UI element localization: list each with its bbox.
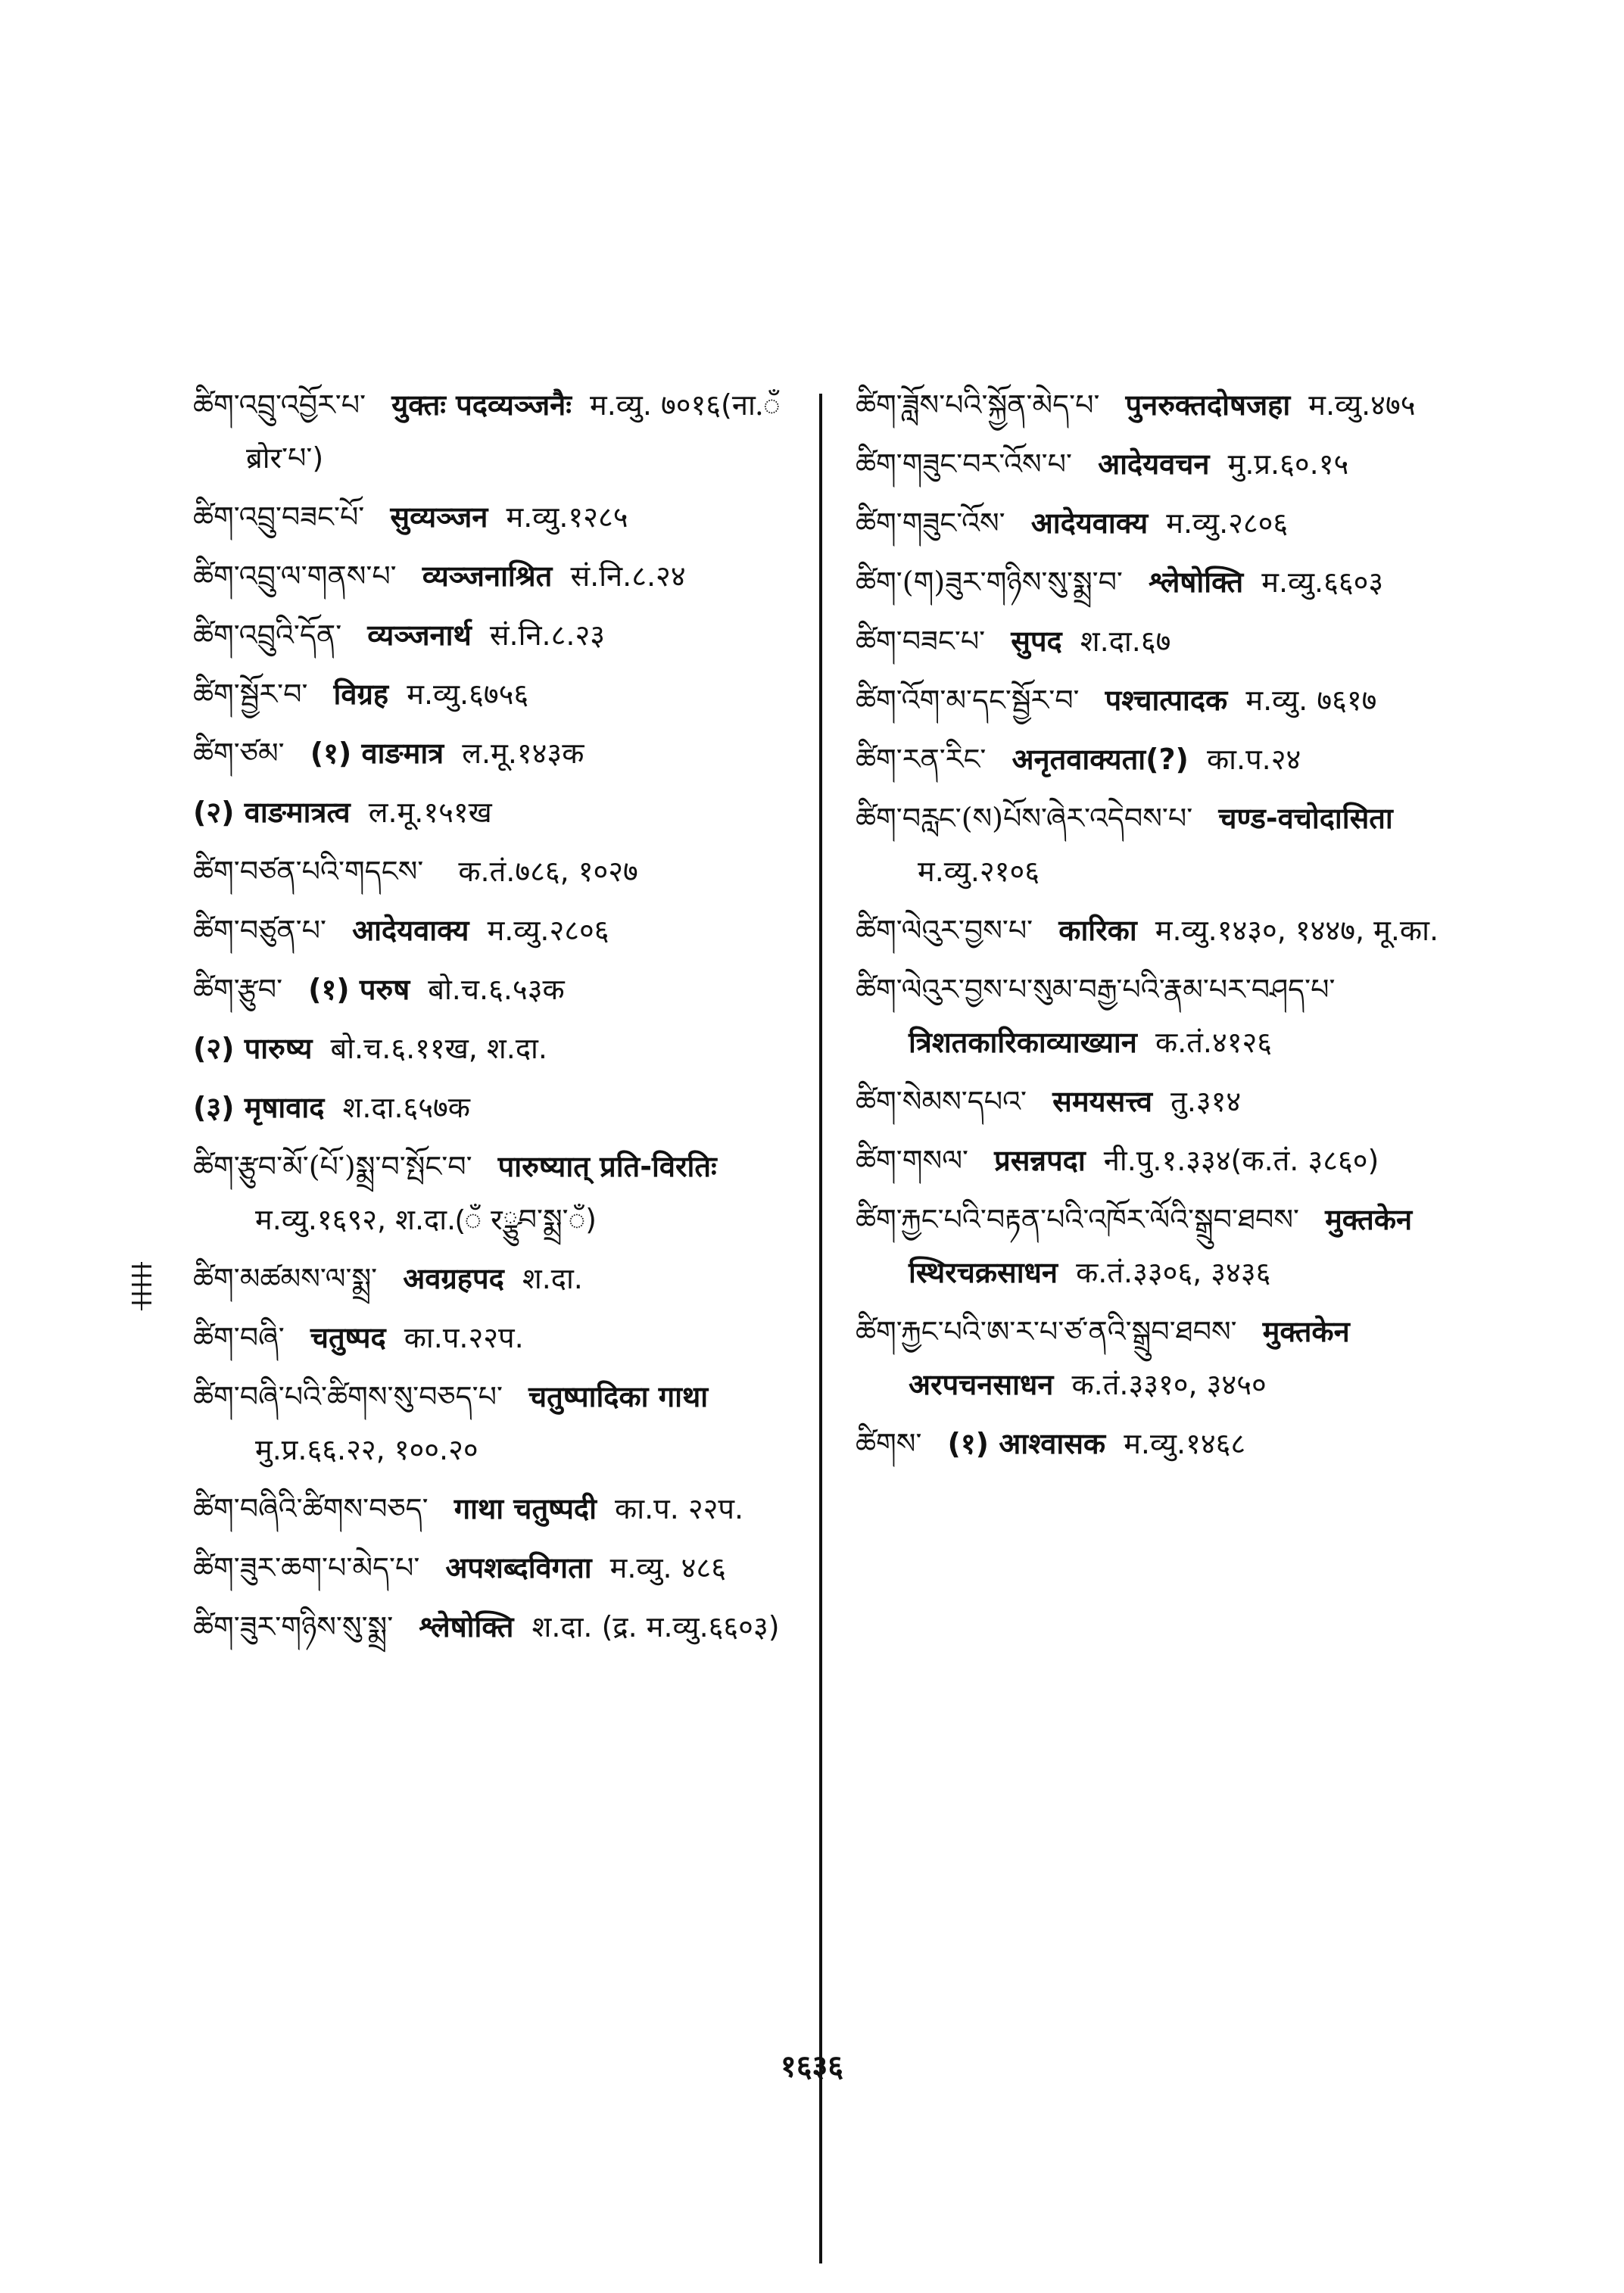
entry-sanskrit: विग्रह xyxy=(333,678,389,711)
dictionary-entry xyxy=(856,556,1454,609)
entry-headword: ཚིག་ཟུར་ཆག་པ་མེད་པ་ xyxy=(193,1551,420,1584)
dictionary-entry xyxy=(193,904,806,957)
entry-sanskrit: त्रिशतकारिकाव्याख्यान xyxy=(909,1026,1137,1059)
entry-reference: सं.नि.८.२४ xyxy=(570,559,686,593)
entry-sanskrit: सुव्यञ्जन xyxy=(390,500,488,534)
entry-sanskrit: युक्तः पदव्यञ्जनैः xyxy=(391,388,572,422)
entry-sanskrit: (१) वाङमात्र xyxy=(310,737,444,770)
entry-headword: ཚིག་འབྲུ་བཟང་པོ་ xyxy=(193,500,365,534)
entry-sanskrit: चतुष्पादिका गाथा xyxy=(528,1380,709,1413)
entry-headword: ཚིག་བཞི་ xyxy=(193,1321,285,1354)
entry-reference: तु.३१४ xyxy=(1170,1085,1242,1118)
entry-sanskrit: चण्ड-वचोदासिता xyxy=(1218,802,1393,835)
entry-sanskrit: (१) आश्वासक xyxy=(947,1427,1106,1460)
entry-reference: नी.पु.१.३३४(क.तं. ३८६०) xyxy=(1103,1144,1379,1177)
entry-reference: क.तं.३३०६, ३४३६ xyxy=(1076,1256,1271,1289)
entry-sanskrit: मुक्तकेन अरपचनसाधन xyxy=(909,1315,1350,1401)
entry-sanskrit: आदेयवचन xyxy=(1098,447,1210,481)
entry-headword: ཚིག་རན་རིང་ xyxy=(856,743,987,776)
entry-sanskrit: (१) परुष xyxy=(308,973,410,1006)
dictionary-entry xyxy=(193,1252,806,1305)
dictionary-entry xyxy=(193,727,806,780)
dictionary-entry xyxy=(193,1022,806,1075)
entry-headword: ཚིག་རྩུབ་མོ་(པོ་)སྨྲ་བ་སྤོང་བ་ xyxy=(193,1150,472,1183)
dictionary-entry xyxy=(856,1075,1454,1128)
entry-reference: क.तं.४१२६ xyxy=(1155,1026,1272,1059)
entry-sanskrit: अवग्रहपद xyxy=(403,1262,504,1295)
entry-reference: म.व्यु.२१०६ xyxy=(918,855,1040,888)
entry-sanskrit: श्लेषोक्ति xyxy=(1149,565,1244,599)
entry-reference: क.तं.३३१०, ३४५० xyxy=(1071,1368,1267,1401)
entry-headword: ཚིག་འབྲུའི་དོན་ xyxy=(193,618,342,652)
entry-sanskrit: पुनरुक्तदोषजहा xyxy=(1125,388,1291,422)
dictionary-entry xyxy=(193,1081,806,1134)
dictionary-entry xyxy=(193,1600,806,1653)
dictionary-entry xyxy=(856,674,1454,727)
entry-headword: ཚིག་མཚམས་ལ་སྨྲ་ xyxy=(193,1262,378,1295)
entry-reference: श.दा. xyxy=(522,1262,583,1295)
dictionary-entry xyxy=(856,1417,1454,1470)
entry-reference: का.प.२२प. xyxy=(404,1321,524,1354)
entry-headword: ཚིག་རྐྱང་པའི་བརྟན་པའི་འཁོར་ལོའི་སྒྲུབ་ཐབས་ xyxy=(856,1203,1299,1236)
entry-headword: ཚིག་ཟུར་གཉིས་སུ་སྨྲ་ xyxy=(193,1610,394,1643)
entry-reference: बो.च.६.११ख, श.दा. xyxy=(330,1032,547,1065)
entry-headword: ཚིག་གསལ་ xyxy=(856,1144,968,1177)
dictionary-entry xyxy=(193,845,806,898)
entry-sanskrit: आदेयवाक्य xyxy=(1030,506,1149,540)
entry-headword: ཚིག་འོག་མ་དང་སྦྱོར་བ་ xyxy=(856,684,1080,717)
entry-sanskrit: समयसत्त्व xyxy=(1052,1085,1153,1118)
dictionary-entry xyxy=(193,379,806,484)
dictionary-entry xyxy=(856,733,1454,786)
entry-sanskrit: पश्चात्पादक xyxy=(1105,684,1228,717)
entry-headword: ཚིག་བཞི་པའི་ཚིགས་སུ་བཅད་པ་ xyxy=(193,1380,503,1413)
entry-headword: ཚིག་གཟུང་འོས་ xyxy=(856,506,1005,540)
entry-sanskrit: चतुष्पद xyxy=(310,1321,386,1354)
dictionary-entry xyxy=(856,1305,1454,1411)
entry-reference: का.प.२४ xyxy=(1206,743,1301,776)
dictionary-entry xyxy=(856,963,1454,1069)
entry-sanskrit: सुपद xyxy=(1011,625,1062,658)
entry-headword: ཚིག་ལེའུར་བྱས་པ་སུམ་བརྒྱ་པའི་རྣམ་པར་བཤད་པ་ xyxy=(856,973,1336,1006)
entry-reference: म.व्यु.४७५ xyxy=(1308,388,1416,422)
entry-reference: मु.प्र.६०.१५ xyxy=(1227,447,1349,481)
entry-sanskrit: कारिका xyxy=(1058,914,1137,947)
entry-reference: म.व्यु.१२८५ xyxy=(506,500,628,534)
dictionary-entry xyxy=(856,792,1454,898)
entry-reference: श.दा. (द्र. म.व्यु.६६०३) xyxy=(531,1610,780,1643)
entry-sanskrit: अपशब्दविगता xyxy=(445,1551,592,1584)
entry-headword: ཚིག་རྩུབ་ xyxy=(193,973,283,1006)
margin-mark-icon xyxy=(129,1260,154,1315)
column-divider xyxy=(819,394,822,2263)
entry-sanskrit: प्रसन्नपदा xyxy=(994,1144,1086,1177)
dictionary-entry xyxy=(193,1140,806,1246)
entry-headword: ཚིག་ཟློས་པའི་སྐྱོན་མེད་པ་ xyxy=(856,388,1100,422)
entry-headword: ཚིག་བཙུན་པ་ xyxy=(193,914,326,947)
dictionary-entry xyxy=(193,609,806,662)
entry-reference: श.दा.६५७क xyxy=(342,1091,470,1124)
entry-headword: ཚིག་བཟང་པ་ xyxy=(856,625,986,658)
dictionary-entry xyxy=(856,615,1454,668)
entry-sanskrit: अनृतवाक्यता(?) xyxy=(1011,743,1189,776)
dictionary-entry xyxy=(193,668,806,721)
entry-headword: ཚིག་འབྲུ་འབྱོར་པ་ xyxy=(193,388,366,422)
entry-headword: ཚིགས་ xyxy=(856,1427,922,1460)
entry-headword: ཚིག་སེམས་དཔའ་ xyxy=(856,1085,1027,1118)
entry-reference: म.व्यु. ७६१७ xyxy=(1245,684,1377,717)
dictionary-entry xyxy=(856,1134,1454,1187)
entry-reference: क.तं.७८६, १०२७ xyxy=(458,855,638,888)
dictionary-entry xyxy=(193,491,806,544)
entry-sanskrit: (२) वाङमात्रत्व xyxy=(193,796,351,829)
entry-reference: का.प. २२प. xyxy=(615,1492,744,1525)
entry-sanskrit: मुक्तकेन स्थिरचक्रसाधन xyxy=(909,1203,1413,1289)
entry-reference: सं.नि.८.२३ xyxy=(489,618,605,652)
entry-headword: ཚིག་ལེའུར་བྱས་པ་ xyxy=(856,914,1033,947)
entry-reference: म.व्यु. ४८६ xyxy=(609,1551,726,1584)
entry-reference: श.दा.६७ xyxy=(1080,625,1171,658)
left-column xyxy=(193,379,806,1659)
entry-sanskrit: पारुष्यात् प्रति-विरतिः xyxy=(497,1150,717,1183)
entry-headword: ཚིག་གཟུང་བར་འོས་པ་ xyxy=(856,447,1072,481)
dictionary-entry xyxy=(193,963,806,1016)
right-column xyxy=(856,379,1454,1476)
entry-headword: ཚིག་ཙམ་ xyxy=(193,737,285,770)
entry-reference: म.व्यु.१४३०, १४४७, मू.का. xyxy=(1155,914,1439,947)
entry-sanskrit: व्यञ्जनाश्रित xyxy=(422,559,553,593)
entry-headword: ཚིག་བཞིའི་ཚིགས་བཅད་ xyxy=(193,1492,429,1525)
entry-headword: ཚིག་འབྲུ་ལ་གནས་པ་ xyxy=(193,559,397,593)
dictionary-entry xyxy=(856,1193,1454,1299)
entry-headword: ཚིག་(ག)ཟུར་གཉིས་སུ་སྨྲ་བ་ xyxy=(856,565,1123,599)
entry-sanskrit: गाथा चतुष्पदी xyxy=(454,1492,597,1525)
dictionary-entry xyxy=(856,438,1454,491)
entry-sanskrit: (२) पारुष्य xyxy=(193,1032,313,1065)
entry-reference: म.व्यु.६६०३ xyxy=(1261,565,1384,599)
entry-sanskrit: श्लेषोक्ति xyxy=(419,1610,514,1643)
entry-headword: ཚིག་སྦྱོར་བ་ xyxy=(193,678,308,711)
entry-headword: ཚིག་བཙན་པའི་གདངས་ xyxy=(193,855,424,888)
entry-sanskrit: (३) मृषावाद xyxy=(193,1091,325,1124)
dictionary-entry xyxy=(193,786,806,839)
entry-reference: म.व्यु.१६९२, श.दा.(ँ रྩུབ་སྨྲ་ँ) xyxy=(255,1203,597,1236)
dictionary-entry xyxy=(856,379,1454,431)
dictionary-entry xyxy=(193,1370,806,1476)
entry-sanskrit: आदेयवाक्य xyxy=(352,914,469,947)
entry-reference: म.व्यु. ७०१६(ना.ँ ब्रोर་པ་) xyxy=(246,388,781,475)
entry-reference: म.व्यु.६७५६ xyxy=(407,678,529,711)
entry-headword: ཚིག་རྐྱང་པའི་ཨ་ར་པ་ཙ་ནའི་སྒྲུབ་ཐབས་ xyxy=(856,1315,1237,1348)
dictionary-entry xyxy=(193,1541,806,1594)
dictionary-entry xyxy=(856,904,1454,957)
entry-reference: म.व्यु.१४६८ xyxy=(1124,1427,1246,1460)
entry-reference: बो.च.६.५३क xyxy=(428,973,565,1006)
entry-reference: म.व्यु.२८०६ xyxy=(1166,506,1289,540)
entry-reference: म.व्यु.२८०६ xyxy=(487,914,609,947)
dictionary-entry xyxy=(193,1311,806,1364)
entry-reference: ल.मू.१४३क xyxy=(462,737,584,770)
dictionary-entry xyxy=(193,550,806,603)
entry-reference: ल.मू.१५१ख xyxy=(368,796,492,829)
dictionary-entry xyxy=(193,1482,806,1535)
entry-sanskrit: व्यञ्जनार्थ xyxy=(367,618,472,652)
entry-reference: मु.प्र.६६.२२, १००.२० xyxy=(255,1433,478,1466)
dictionary-entry xyxy=(856,497,1454,550)
entry-headword: ཚིག་བརླང་(ས)པོས་ཞེར་འདེབས་པ་ xyxy=(856,802,1193,835)
page-number: १६३६ xyxy=(780,2049,844,2084)
